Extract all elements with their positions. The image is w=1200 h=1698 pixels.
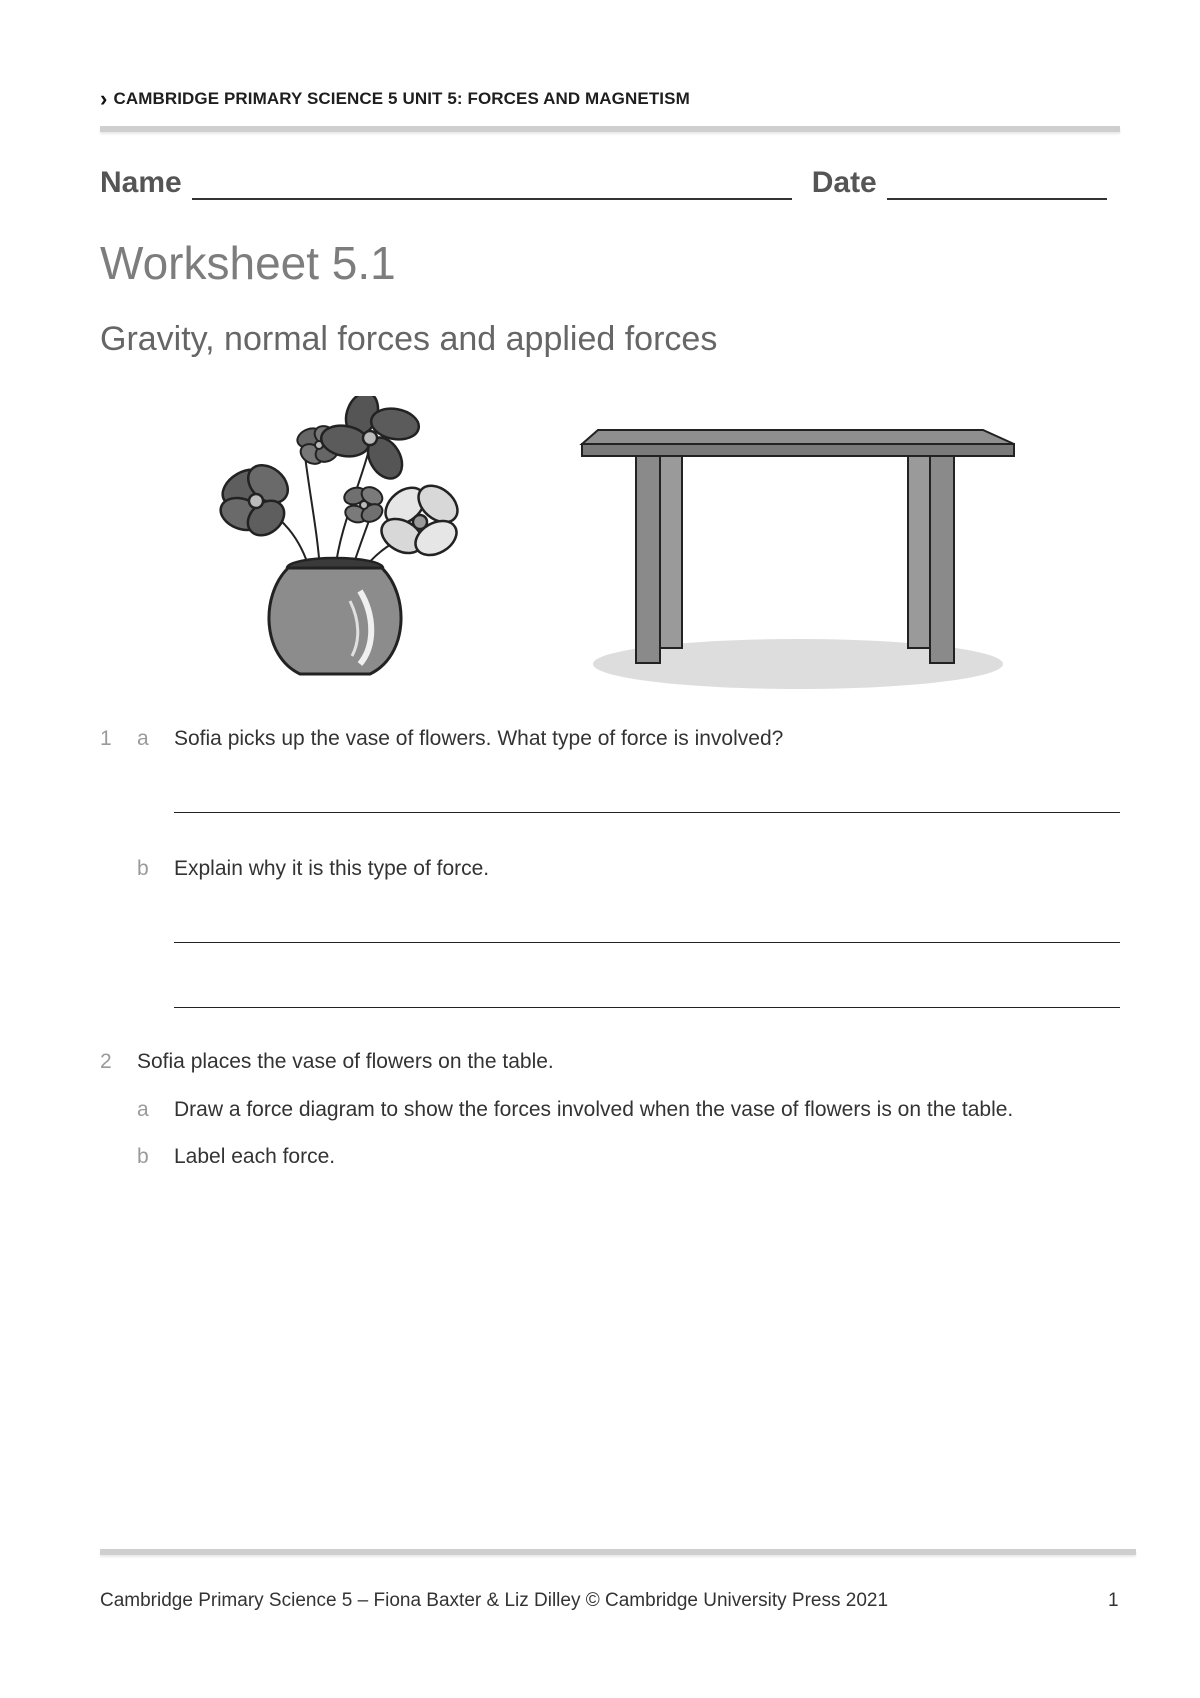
date-field[interactable]	[887, 198, 1107, 200]
table-icon	[582, 430, 1014, 663]
part-letter: b	[137, 857, 149, 880]
running-header	[100, 86, 690, 112]
chevron-right-icon: ›	[100, 86, 108, 111]
worksheet-subtitle: Gravity, normal forces and applied forces	[100, 320, 718, 358]
header-rule	[100, 126, 1120, 132]
date-label: Date	[811, 166, 877, 199]
page-number: 1	[1108, 1590, 1119, 1611]
running-title: CAMBRIDGE PRIMARY SCIENCE 5 UNIT 5: FORCES AND MAGNETISM	[113, 89, 690, 108]
footer-rule	[100, 1549, 1136, 1555]
footer-credit: Cambridge Primary Science 5 – Fiona Baxter & Liz Dilley © Cambridge University Press 2021	[100, 1590, 889, 1611]
flower-icon	[342, 484, 386, 526]
vase-of-flowers-illustration	[200, 396, 500, 682]
part-letter: b	[137, 1145, 149, 1168]
table-illustration	[578, 426, 1018, 692]
question-2b-text: Label each force.	[174, 1145, 336, 1168]
vase-icon	[269, 558, 401, 674]
question-1	[100, 727, 112, 751]
question-1a-text: Sofia picks up the vase of flowers. What type of force is involved?	[174, 727, 784, 750]
question-2-text: Sofia places the vase of flowers on the table.	[137, 1050, 554, 1073]
name-field[interactable]	[192, 198, 792, 200]
question-1b-text: Explain why it is this type of force.	[174, 857, 490, 880]
answer-line-1b-1[interactable]	[174, 942, 1120, 943]
answer-line-1a[interactable]	[174, 812, 1120, 813]
flower-icon	[216, 458, 295, 543]
worksheet-title: Worksheet 5.1	[100, 237, 396, 289]
question-number: 1	[100, 727, 112, 750]
name-date-row	[100, 166, 1120, 200]
question-2a-text: Draw a force diagram to show the forces involved when the vase of flowers is on the table.	[174, 1098, 1014, 1121]
part-letter: a	[137, 1098, 149, 1121]
question-number: 2	[100, 1050, 112, 1073]
flower-icon	[375, 478, 464, 562]
name-label: Name	[100, 166, 182, 199]
answer-line-1b-2[interactable]	[174, 1007, 1120, 1008]
part-letter: a	[137, 727, 149, 750]
flower-icon	[319, 396, 421, 485]
